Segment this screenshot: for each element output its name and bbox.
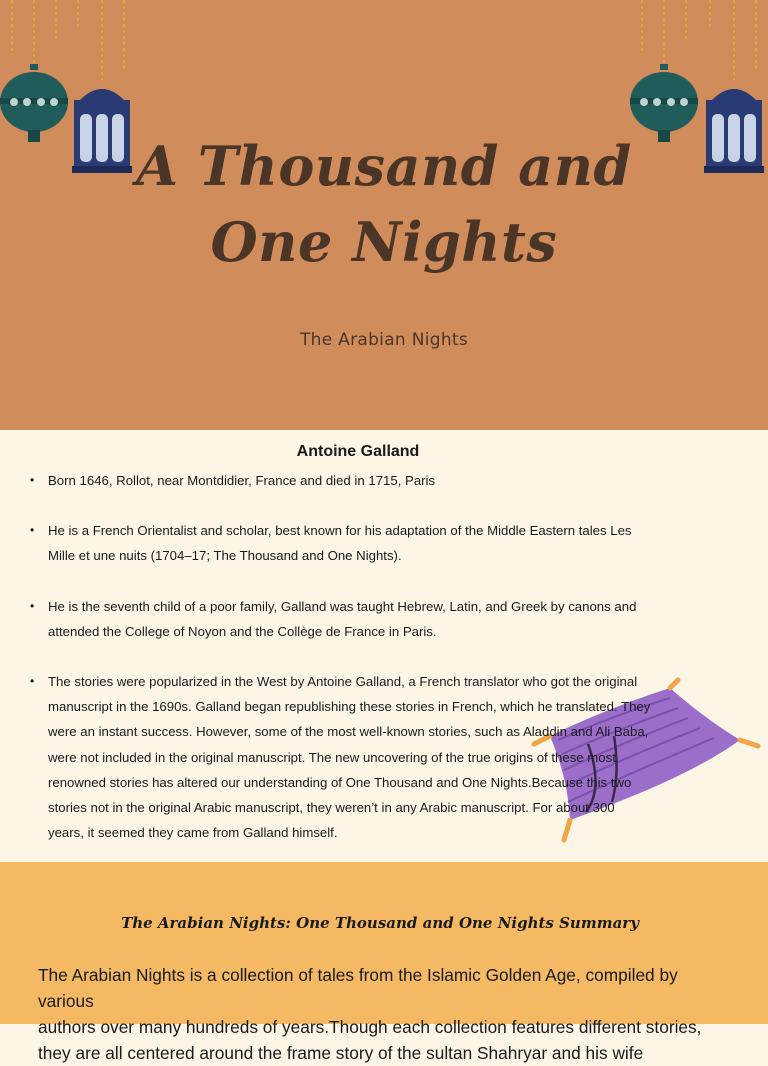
summary-line: they are all centered around the frame story of the sultan Shahryar and his wife: [38, 1043, 644, 1063]
bullet-dot: •: [30, 523, 35, 537]
title-line-2: One Nights: [210, 210, 558, 274]
title-line-1: A Thousand and: [136, 134, 632, 198]
bullet-line: manuscript in the 1690s. Galland began republishing these stories in French, which he translated. They: [48, 699, 651, 715]
bullet-line: stories not in the original Arabic manuscript, they weren’t in any Arabic manuscript. For about 300: [48, 800, 615, 816]
page-subtitle: The Arabian Nights: [299, 330, 469, 350]
bullet-line: He is a French Orientalist and scholar, best known for his adaptation of the Middle Eastern tales Les: [48, 523, 632, 538]
bullet-item: [30, 468, 690, 493]
bullet-dot: •: [30, 473, 35, 487]
summary-heading: The Arabian Nights: One Thousand and One Nights Summary: [121, 914, 639, 932]
bullet-line: years, it seemed they came from Galland himself.: [48, 825, 338, 841]
bullet-line: were an instant success. However, some of the most well-known stories, such as Aladdin and Ali Baba,: [48, 724, 649, 740]
hanging-lantern-round-teal-icon: [0, 0, 70, 150]
bullet-item: [30, 518, 690, 568]
bullet-line: The stories were popularized in the West by Antoine Galland, a French translator who got the original: [48, 674, 638, 689]
summary-body: [38, 962, 738, 1066]
bullet-line: renowned stories has altered our understanding of One Thousand and One Nights.Because this two: [48, 774, 632, 790]
bullet-line: He is the seventh child of a poor family, Galland was taught Hebrew, Latin, and Greek by canons and: [48, 599, 637, 614]
bio-section: [0, 430, 768, 862]
bullet-line: Mille et une nuits (1704–17; The Thousand and One Nights).: [48, 548, 402, 564]
summary-line: The Arabian Nights is a collection of tales from the Islamic Golden Age, compiled by various: [38, 965, 678, 1011]
bullet-line: were not included in the original manuscript. The new uncovering of the true origins of these most: [48, 749, 616, 765]
bullet-dot: •: [30, 674, 35, 688]
summary-line: authors over many hundreds of years.Though each collection features different stories,: [38, 1017, 702, 1037]
bio-heading: Antoine Galland: [296, 443, 420, 460]
page-title: [100, 128, 668, 280]
hanging-lantern-navy-icon: [698, 0, 768, 180]
hero-banner: [0, 0, 768, 430]
bullet-item: [30, 594, 690, 644]
summary-section: [0, 862, 768, 1063]
bullet-line: Born 1646, Rollot, near Montdidier, France and died in 1715, Paris: [48, 473, 436, 488]
bullet-item: [30, 669, 690, 845]
bullet-dot: •: [30, 599, 35, 613]
bullet-line: attended the College of Noyon and the Collège de France in Paris.: [48, 624, 437, 640]
